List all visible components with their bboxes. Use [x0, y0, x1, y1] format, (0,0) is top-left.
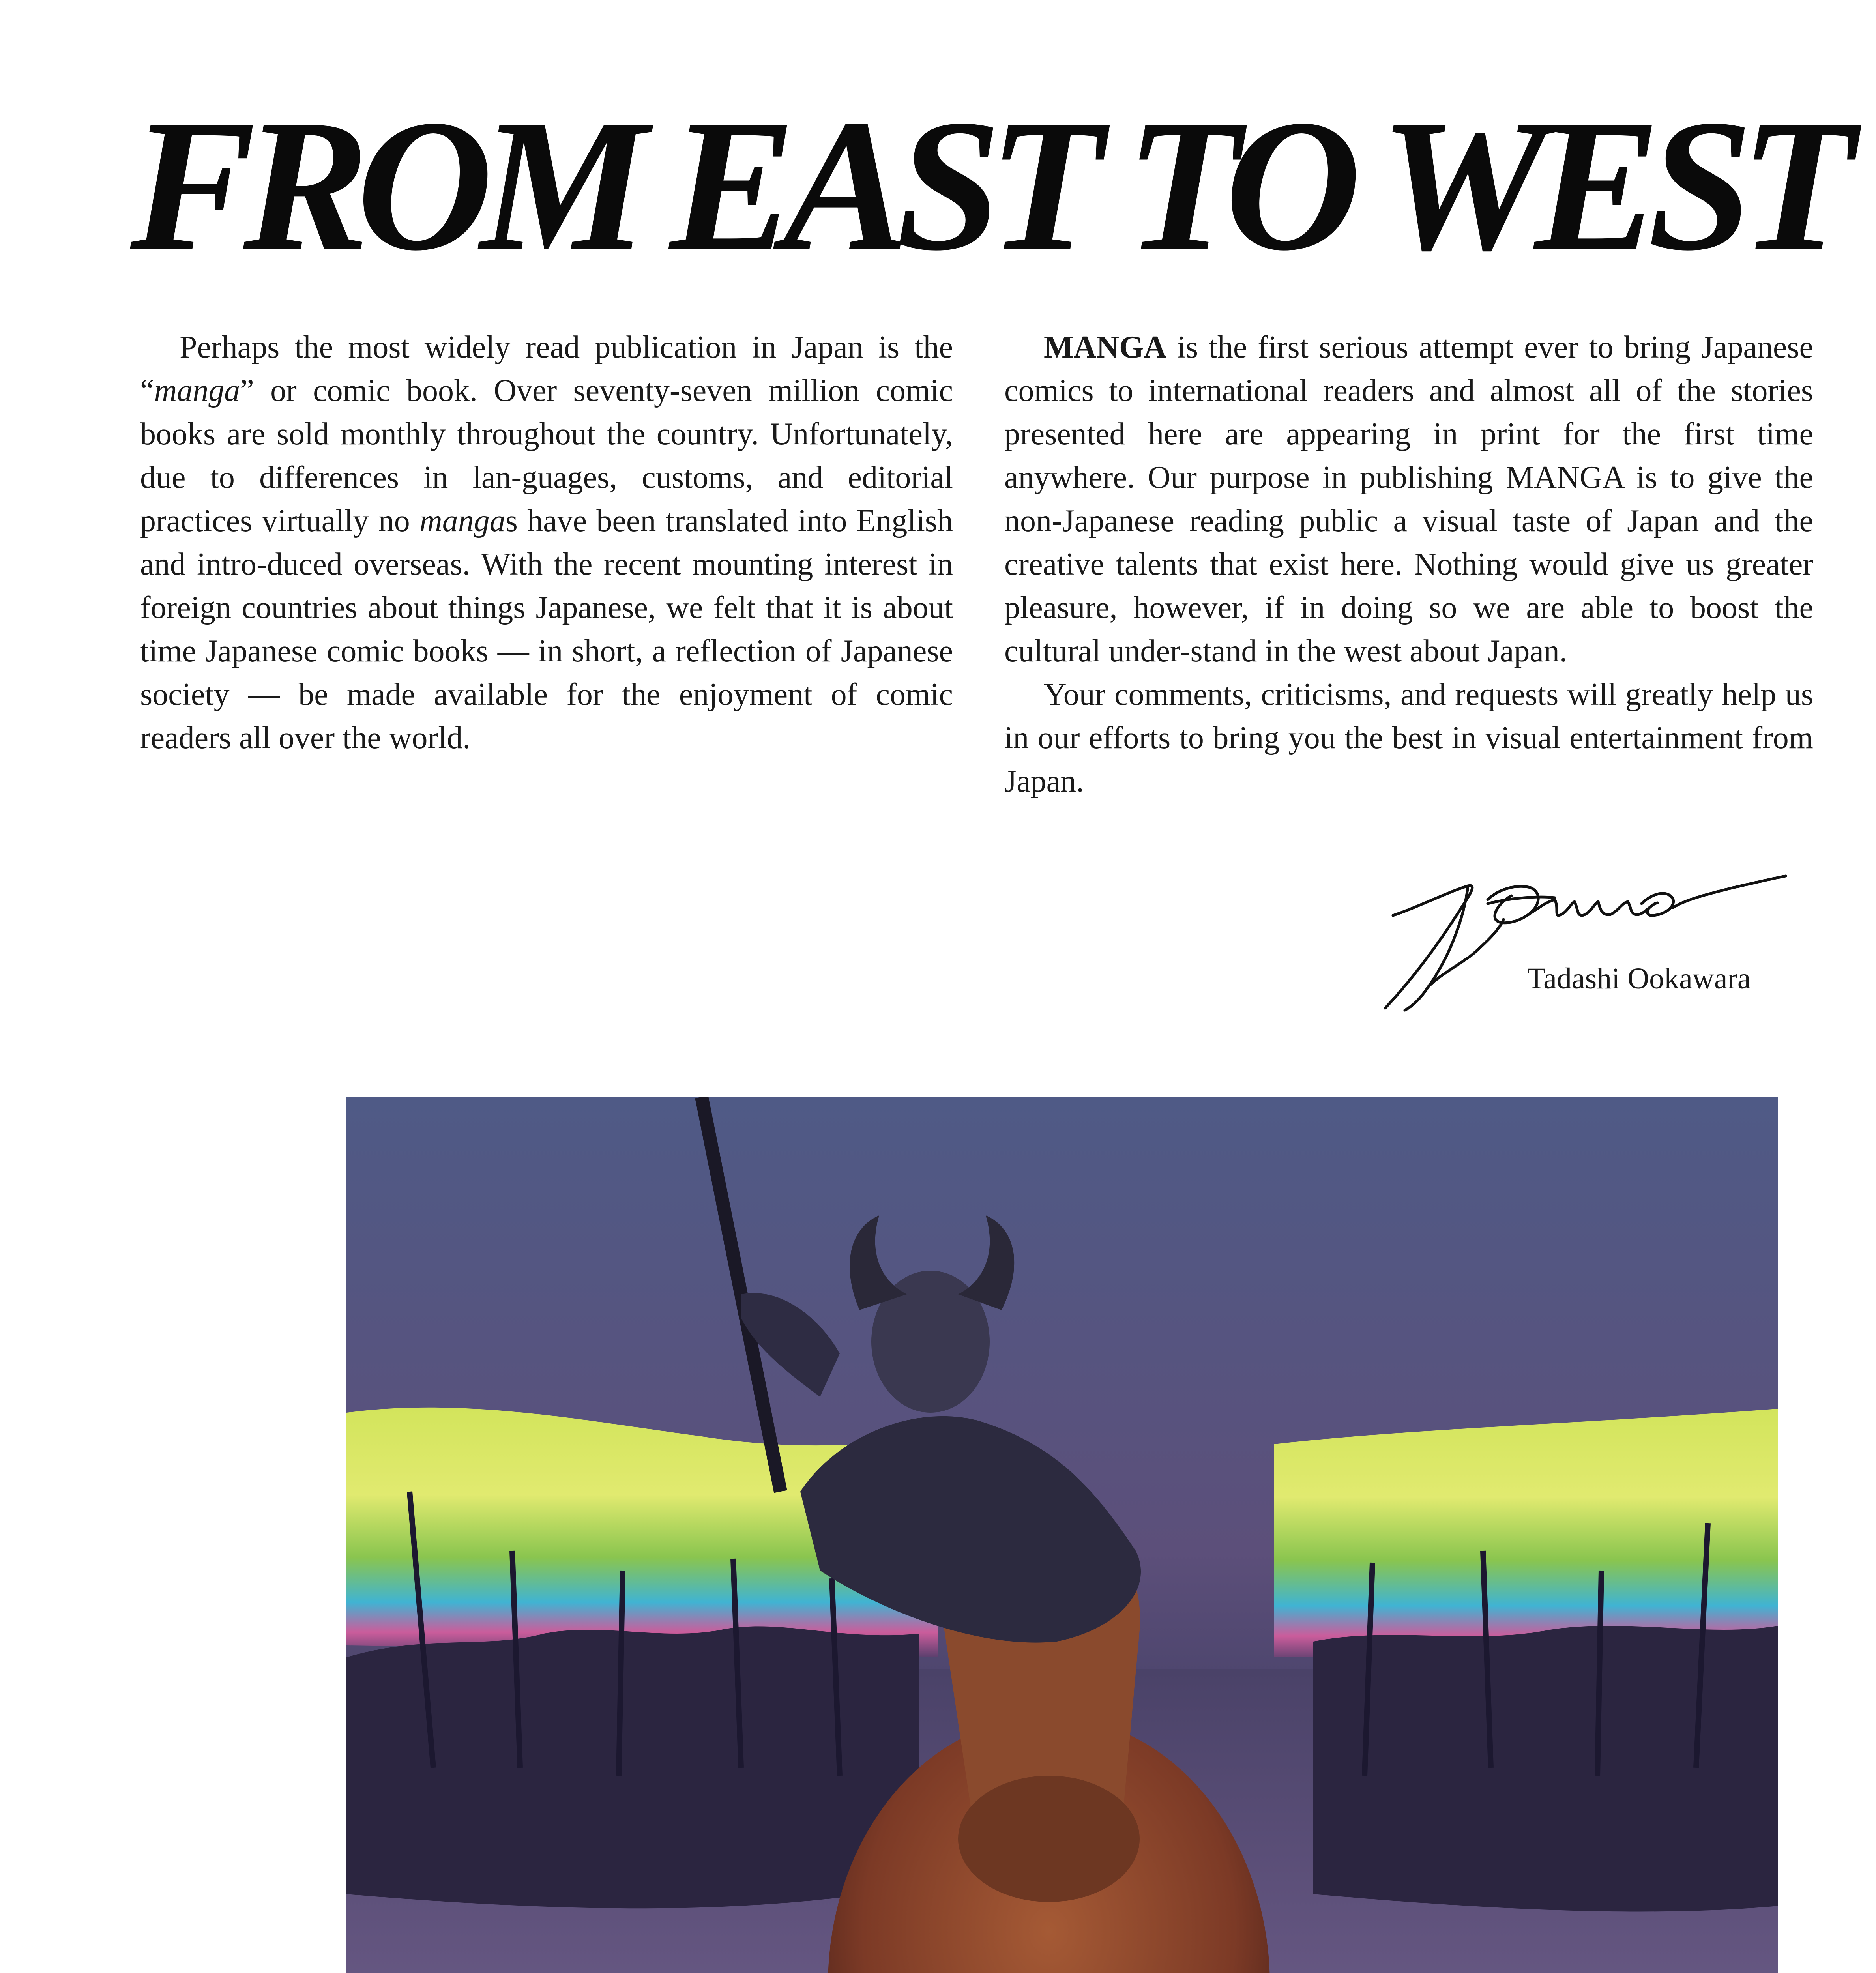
text-run: ”: [240, 373, 254, 408]
intro-paragraph: [140, 326, 953, 760]
text-run: s have been translated into English and intro-duced overseas. With the recent mounting interest in foreign countries about things Japanese, we felt that it is about time Japanese comic books — in short, a reflection of Japanese society — be made available for the enjoyment of comic readers all over the world.: [140, 504, 953, 755]
text-run: Perhaps the most widely read publication in Japan is the: [180, 330, 953, 365]
text-run: is the first serious attempt ever to bring Japanese comics to international readers and almost all of the stories presented here are appearing in print for the first time anywhere. Our purpose in publishing MANGA is to give the non-Japanese reading public a visual taste of Japan and the creative talents that exist here. Nothing would give us greater pleasure, however, if in doing so we are able to boost the cultural under-stand in the west about Japan.: [1004, 330, 1813, 668]
signature-block: [1369, 856, 1788, 1022]
manga-bold-title: MANGA: [1044, 330, 1167, 365]
handwritten-signature: [1369, 856, 1788, 1022]
italic-term-manga: manga: [419, 504, 506, 538]
signer-name: Tadashi Ookawara: [1527, 962, 1751, 995]
feedback-paragraph: Your comments, criticisms, and requests will greatly help us in our efforts to bring you the best in visual entertainment from Japan.: [1004, 677, 1813, 799]
purpose-paragraph: [1004, 326, 1813, 673]
page-title: FROM EAST TO WEST: [130, 81, 1843, 290]
text-run: or comic book. Over seventy-seven million comic books are sold monthly throughout the country. Unfortunately, due to differences in lan-guages, customs, and editorial practices virtually no: [140, 373, 953, 538]
intro-column-left: [140, 326, 953, 760]
italic-term-manga: manga: [154, 373, 240, 408]
samurai-illustration: [346, 1097, 1778, 1973]
samurai-charge-painting: [346, 1097, 1778, 1973]
intro-column-right: [1004, 326, 1813, 803]
text-run: “: [140, 373, 154, 408]
